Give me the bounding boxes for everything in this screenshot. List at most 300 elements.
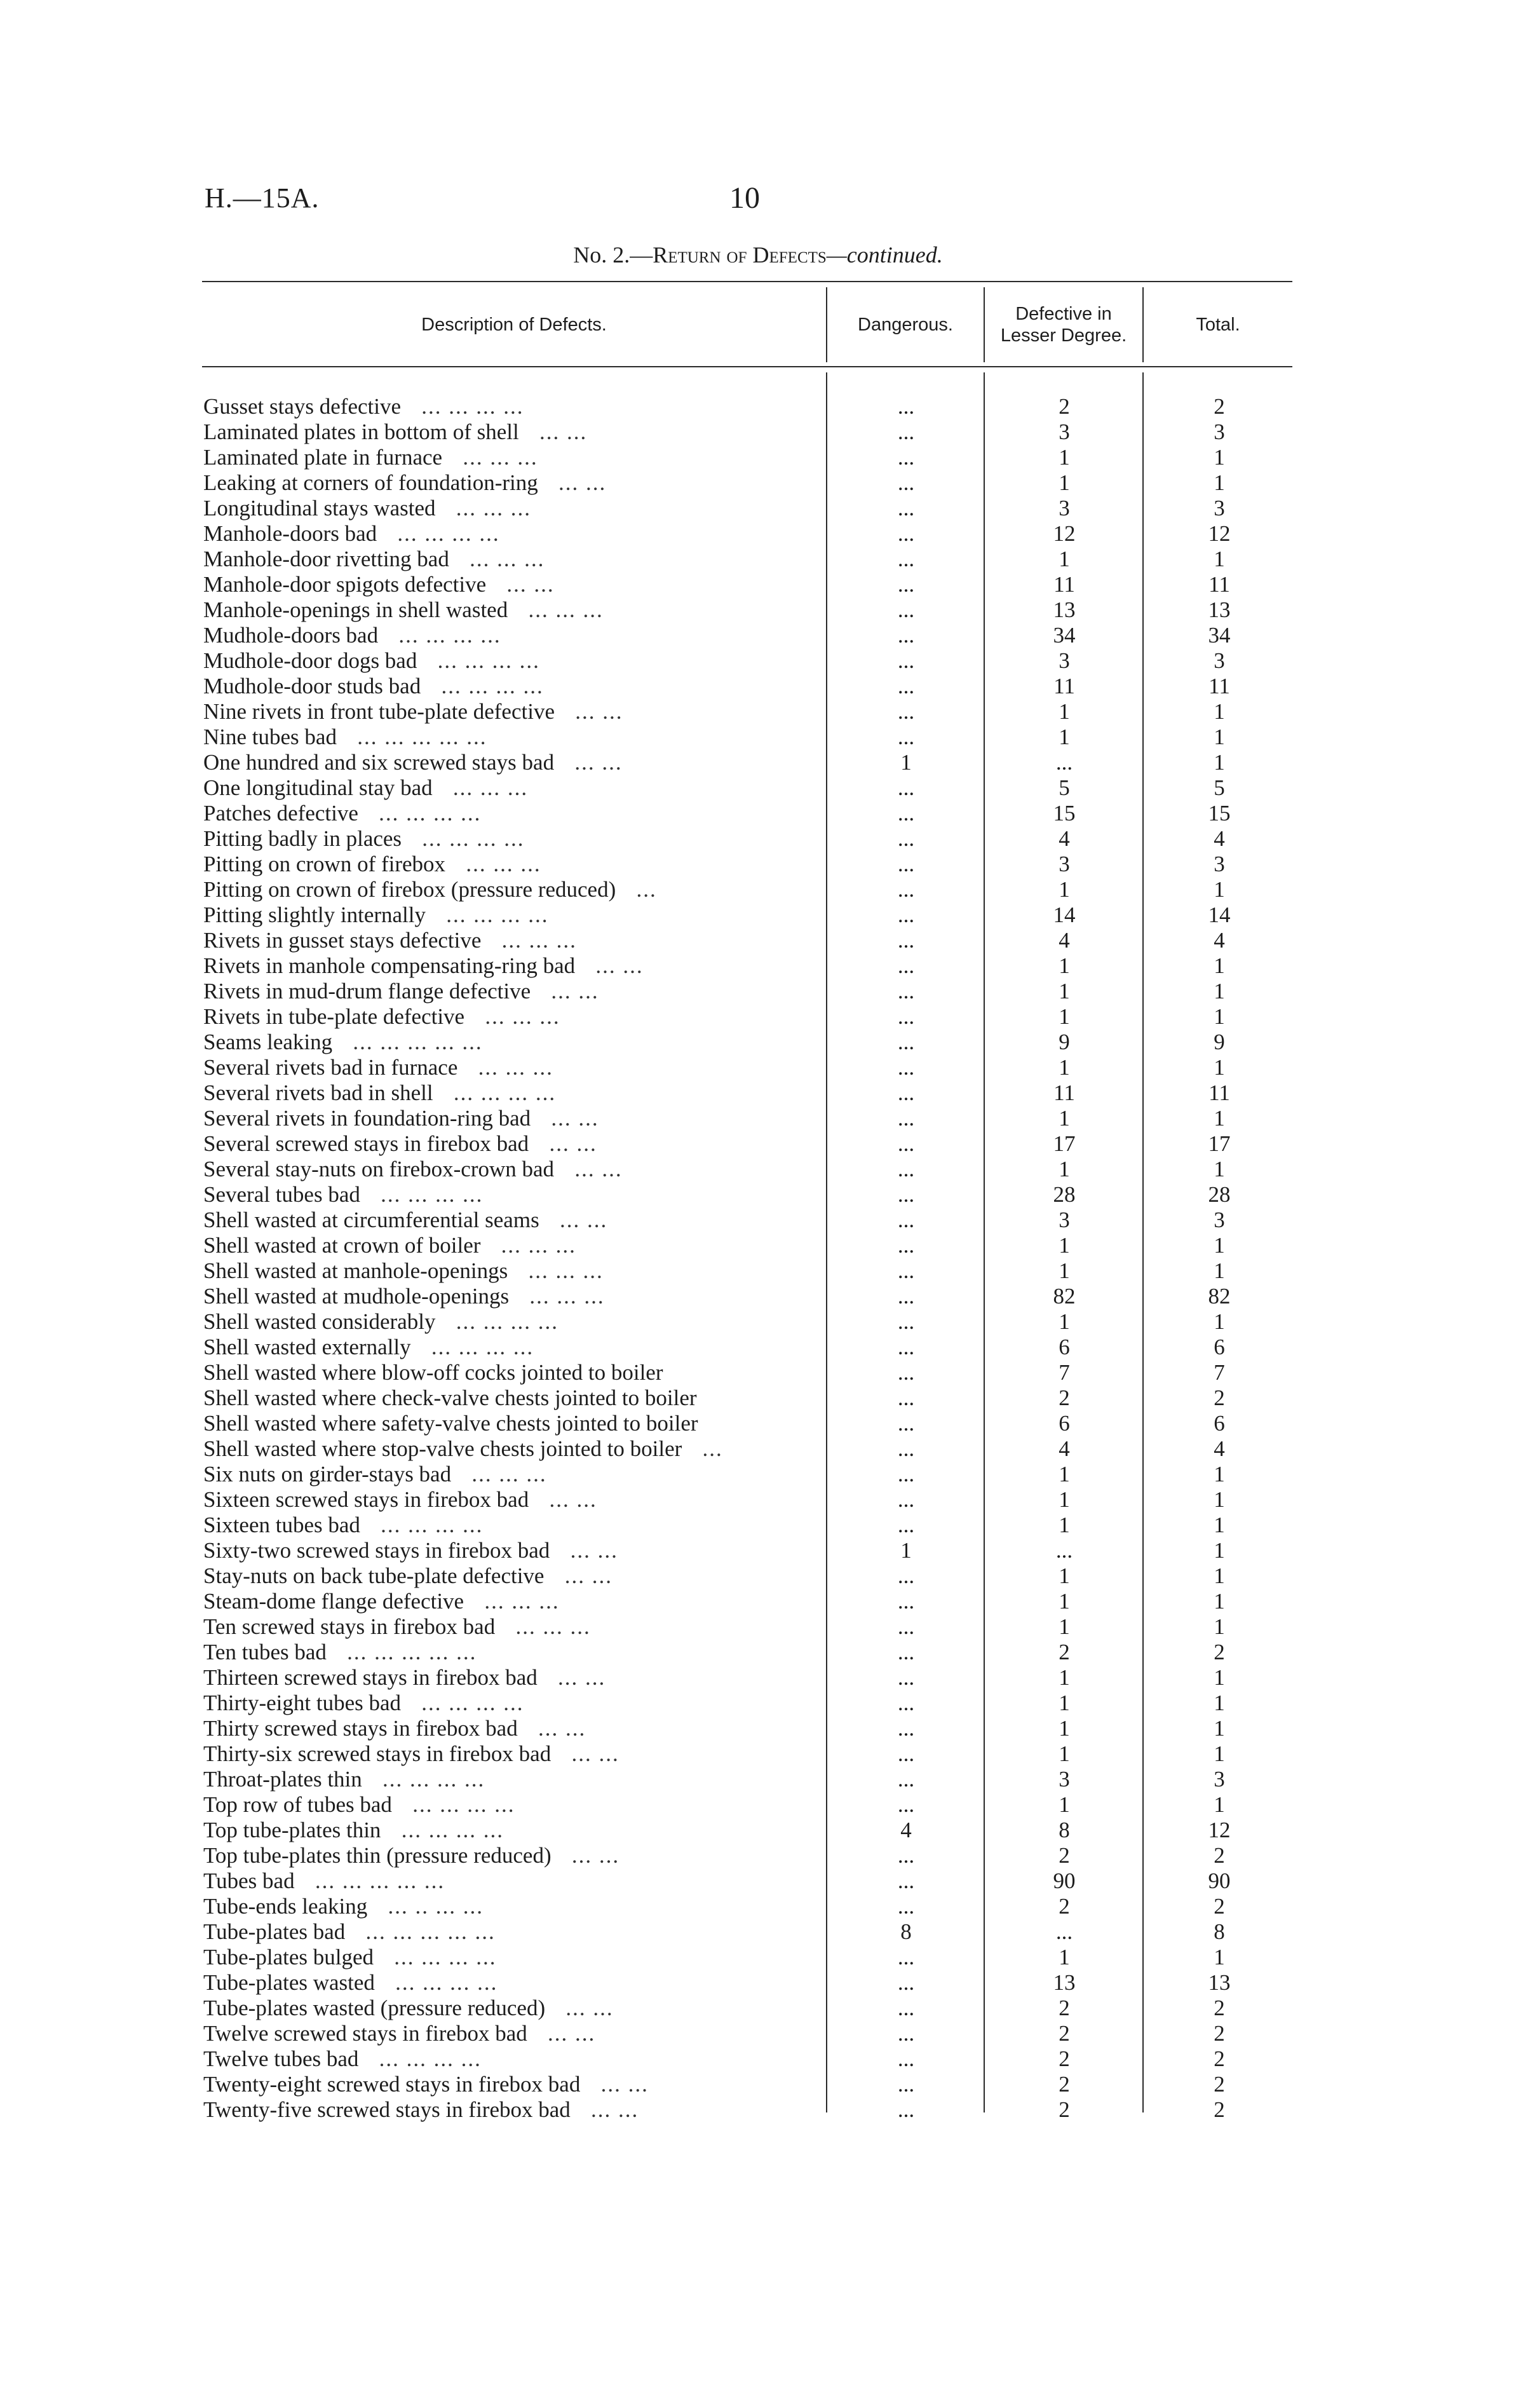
total-count: 1 xyxy=(1214,1004,1225,1029)
defect-description-text: Twenty-five screwed stays in firebox bad xyxy=(203,2097,571,2122)
dangerous-count: ... xyxy=(897,1004,915,1029)
table-row xyxy=(0,1614,1516,1640)
defect-description xyxy=(203,1792,820,1818)
defect-description-text: Throat-plates thin xyxy=(203,1767,362,1792)
defect-description xyxy=(203,1614,820,1640)
dangerous-count: ... xyxy=(897,775,915,800)
table-row xyxy=(0,1233,1516,1258)
total-count: 3 xyxy=(1214,648,1225,673)
leader-dots: ... ... xyxy=(544,1563,612,1588)
total-count: 1 xyxy=(1214,953,1225,978)
lesser-degree-count: 2 xyxy=(1059,2097,1070,2122)
lesser-degree-count: 1 xyxy=(1059,470,1070,495)
leader-dots: ... xyxy=(616,877,657,902)
table-row xyxy=(0,1335,1516,1360)
defect-description-text: Rivets in manhole compensating-ring bad xyxy=(203,953,576,978)
lesser-degree-count: 12 xyxy=(1053,521,1076,546)
lesser-degree-count: 2 xyxy=(1059,2046,1070,2071)
dangerous-count: ... xyxy=(897,2072,915,2097)
table-row xyxy=(0,1106,1516,1131)
leader-dots: ... ... ... xyxy=(435,496,532,520)
total-count: 1 xyxy=(1214,1538,1225,1563)
defect-description xyxy=(203,801,820,826)
table-row xyxy=(0,2021,1516,2046)
dangerous-count: ... xyxy=(897,1030,915,1054)
dangerous-count: ... xyxy=(897,826,915,851)
defect-description xyxy=(203,775,820,801)
table-row xyxy=(0,496,1516,521)
lesser-degree-count: 11 xyxy=(1053,1080,1075,1105)
defect-description-text: Top tube-plates thin xyxy=(203,1818,381,1842)
table-row xyxy=(0,1538,1516,1563)
leader-dots: ... ... xyxy=(527,2021,596,2046)
table-row xyxy=(0,801,1516,826)
leader-dots: ... ... ... ... xyxy=(377,521,500,546)
defect-description xyxy=(203,2021,820,2046)
total-count: 1 xyxy=(1214,1741,1225,1766)
dangerous-count: ... xyxy=(897,1487,915,1512)
defects-table-body xyxy=(0,394,1516,2123)
defect-description xyxy=(203,1563,820,1589)
dangerous-count: ... xyxy=(897,1385,915,1410)
defect-description xyxy=(203,1080,820,1106)
lesser-degree-count: 11 xyxy=(1053,572,1075,597)
table-row xyxy=(0,2046,1516,2072)
total-count: 1 xyxy=(1214,1716,1225,1741)
defect-description xyxy=(203,1741,820,1767)
defect-description xyxy=(203,979,820,1004)
dangerous-count: ... xyxy=(897,1335,915,1359)
lesser-degree-count: 1 xyxy=(1059,1665,1070,1690)
lesser-degree-count: 1 xyxy=(1059,1945,1070,1969)
dangerous-count: 4 xyxy=(900,1818,912,1842)
total-count: 2 xyxy=(1214,1385,1225,1410)
defect-description xyxy=(203,470,820,496)
dangerous-count: 1 xyxy=(900,750,912,775)
defect-description-text: Rivets in gusset stays defective xyxy=(203,928,482,953)
leader-dots: ... ... ... ... xyxy=(374,1945,497,1969)
leader-dots: ... ... ... ... xyxy=(358,2046,482,2071)
dangerous-count: ... xyxy=(897,1207,915,1232)
table-row xyxy=(0,1767,1516,1792)
table-row xyxy=(0,1589,1516,1614)
total-count: 1 xyxy=(1214,1309,1225,1334)
table-row xyxy=(0,1385,1516,1411)
total-count: 1 xyxy=(1214,1106,1225,1131)
leader-dots: ... ... xyxy=(529,1487,597,1512)
leader-dots: ... ... xyxy=(551,1741,619,1766)
defect-description-text: One longitudinal stay bad xyxy=(203,775,433,800)
defect-description xyxy=(203,1360,820,1385)
total-count: 3 xyxy=(1214,1767,1225,1792)
table-row xyxy=(0,1080,1516,1106)
table-row xyxy=(0,394,1516,419)
leader-dots: ... ... ... ... xyxy=(378,623,501,648)
dangerous-count: ... xyxy=(897,928,915,953)
total-count: 1 xyxy=(1214,1157,1225,1181)
dangerous-count: ... xyxy=(897,648,915,673)
total-count: 1 xyxy=(1214,877,1225,902)
table-row xyxy=(0,2097,1516,2123)
leader-dots: ... ... ... ... xyxy=(374,1970,498,1995)
defect-description xyxy=(203,419,820,445)
defect-description-text: Shell wasted at mudhole-openings xyxy=(203,1284,510,1309)
lesser-degree-count: 2 xyxy=(1059,1894,1070,1919)
defect-description xyxy=(203,1233,820,1258)
total-count: 17 xyxy=(1208,1131,1231,1156)
column-header-dangerous: Dangerous. xyxy=(858,315,953,335)
table-row xyxy=(0,623,1516,648)
total-count: 1 xyxy=(1214,1792,1225,1817)
dangerous-count: ... xyxy=(897,1462,915,1486)
lesser-degree-count: 8 xyxy=(1059,1818,1070,1842)
defect-description xyxy=(203,953,820,979)
dangerous-count: ... xyxy=(897,1284,915,1309)
dangerous-count: ... xyxy=(897,877,915,902)
leader-dots: ... ... ... ... ... xyxy=(294,1868,445,1893)
defect-description-text: Twelve tubes bad xyxy=(203,2046,359,2071)
total-count: 2 xyxy=(1214,394,1225,419)
defect-description xyxy=(203,1945,820,1970)
defect-description-text: Tube-plates bulged xyxy=(203,1945,374,1969)
defect-description xyxy=(203,1030,820,1055)
lesser-degree-count: 9 xyxy=(1059,1030,1070,1054)
dangerous-count: 1 xyxy=(900,1538,912,1563)
defect-description-text: Shell wasted where safety-valve chests jointed to boiler xyxy=(203,1411,698,1436)
leader-dots: ... ... ... ... ... xyxy=(345,1919,496,1944)
defect-description xyxy=(203,1411,820,1436)
total-count: 2 xyxy=(1214,2021,1225,2046)
table-row xyxy=(0,1563,1516,1589)
table-row xyxy=(0,470,1516,496)
defect-description-text: Thirteen screwed stays in firebox bad xyxy=(203,1665,538,1690)
defect-description xyxy=(203,1309,820,1335)
dangerous-count: ... xyxy=(897,1589,915,1614)
defect-description xyxy=(203,674,820,699)
dangerous-count: ... xyxy=(897,1640,915,1664)
leader-dots: ... .. ... ... xyxy=(367,1894,484,1919)
document-code: H.—15A. xyxy=(205,182,320,214)
leader-dots: ... ... ... ... xyxy=(401,1690,524,1715)
defect-description-text: Twenty-eight screwed stays in firebox bad xyxy=(203,2072,581,2097)
table-row xyxy=(0,1716,1516,1741)
lesser-degree-count: 2 xyxy=(1059,2072,1070,2097)
dangerous-count: ... xyxy=(897,2021,915,2046)
total-count: 13 xyxy=(1208,597,1231,622)
defect-description-text: Several tubes bad xyxy=(203,1182,360,1207)
leader-dots: ... ... ... ... xyxy=(421,674,544,698)
dangerous-count: ... xyxy=(897,1665,915,1690)
defect-description-text: Laminated plates in bottom of shell xyxy=(203,419,519,444)
lesser-degree-count: 1 xyxy=(1059,1462,1070,1486)
lesser-degree-count: 7 xyxy=(1059,1360,1070,1385)
table-row xyxy=(0,597,1516,623)
defect-description-text: Thirty-six screwed stays in firebox bad xyxy=(203,1741,552,1766)
lesser-degree-count: 4 xyxy=(1059,1436,1070,1461)
table-row xyxy=(0,979,1516,1004)
defect-description xyxy=(203,852,820,877)
defect-description xyxy=(203,1106,820,1131)
total-count: 1 xyxy=(1214,445,1225,470)
lesser-degree-count: 1 xyxy=(1059,1233,1070,1258)
header-bottom-rule xyxy=(202,366,1292,367)
defect-description-text: Several rivets in foundation-ring bad xyxy=(203,1106,531,1131)
lesser-degree-count: 1 xyxy=(1059,1563,1070,1588)
total-count: 28 xyxy=(1208,1182,1231,1207)
lesser-degree-count: 3 xyxy=(1059,419,1070,444)
leader-dots: ... ... ... ... xyxy=(417,648,540,673)
lesser-degree-count: 1 xyxy=(1059,724,1070,749)
defect-description xyxy=(203,1385,820,1411)
lesser-degree-count: ... xyxy=(1055,1919,1073,1944)
dangerous-count: ... xyxy=(897,953,915,978)
total-count: 4 xyxy=(1214,826,1225,851)
dangerous-count: ... xyxy=(897,496,915,520)
table-row xyxy=(0,1818,1516,1843)
table-row xyxy=(0,2072,1516,2097)
lesser-degree-count: 1 xyxy=(1059,1513,1070,1537)
table-row xyxy=(0,1055,1516,1080)
defect-description-text: Shell wasted considerably xyxy=(203,1309,436,1334)
defect-description xyxy=(203,750,820,775)
defect-description xyxy=(203,521,820,547)
total-count: 1 xyxy=(1214,1614,1225,1639)
leader-dots: ... ... ... ... ... xyxy=(336,724,487,749)
defect-description-text: Rivets in mud-drum flange defective xyxy=(203,979,531,1003)
defect-description-text: Twelve screwed stays in firebox bad xyxy=(203,2021,527,2046)
table-row xyxy=(0,699,1516,724)
column-header-lesser-degree: Defective in Lesser Degree. xyxy=(1000,304,1127,346)
lesser-degree-count: 2 xyxy=(1059,1640,1070,1664)
total-count: 9 xyxy=(1214,1030,1225,1054)
dangerous-count: ... xyxy=(897,801,915,826)
lesser-degree-count: 1 xyxy=(1059,1792,1070,1817)
table-row xyxy=(0,1741,1516,1767)
total-count: 1 xyxy=(1214,750,1225,775)
leader-dots: ... ... xyxy=(531,979,599,1003)
defect-description xyxy=(203,1640,820,1665)
defect-description-text: Manhole-openings in shell wasted xyxy=(203,597,508,622)
table-number: No. 2.— xyxy=(573,242,653,268)
defect-description-text: Manhole-door rivetting bad xyxy=(203,547,449,571)
dangerous-count: ... xyxy=(897,623,915,648)
table-name: Return of Defects xyxy=(653,242,827,268)
defect-description xyxy=(203,2046,820,2072)
defect-description xyxy=(203,699,820,724)
total-count: 11 xyxy=(1208,674,1230,698)
defect-description xyxy=(203,1767,820,1792)
lesser-degree-count: 1 xyxy=(1059,1309,1070,1334)
table-row xyxy=(0,1411,1516,1436)
total-count: 1 xyxy=(1214,1513,1225,1537)
table-row xyxy=(0,1284,1516,1309)
defect-description-text: Several stay-nuts on firebox-crown bad xyxy=(203,1157,555,1181)
defect-description-text: Top tube-plates thin (pressure reduced) xyxy=(203,1843,552,1868)
leader-dots: ... ... ... ... xyxy=(360,1513,484,1537)
table-row xyxy=(0,521,1516,547)
lesser-degree-count: 1 xyxy=(1059,1690,1070,1715)
defect-description xyxy=(203,1665,820,1690)
lesser-degree-count: 1 xyxy=(1059,1157,1070,1181)
lesser-degree-count: 1 xyxy=(1059,1487,1070,1512)
lesser-degree-count: 1 xyxy=(1059,877,1070,902)
dangerous-count: ... xyxy=(897,1868,915,1893)
dangerous-count: 8 xyxy=(900,1919,912,1944)
leader-dots: ... xyxy=(682,1436,723,1461)
lesser-degree-count: 2 xyxy=(1059,1996,1070,2020)
defect-description-text: Mudhole-door studs bad xyxy=(203,674,421,698)
lesser-degree-count: 2 xyxy=(1059,2021,1070,2046)
total-count: 90 xyxy=(1208,1868,1231,1893)
defect-description-text: Ten tubes bad xyxy=(203,1640,327,1664)
leader-dots: ... ... ... ... xyxy=(391,1792,515,1817)
total-count: 3 xyxy=(1214,496,1225,520)
leader-dots: ... ... ... ... xyxy=(402,826,525,851)
table-row xyxy=(0,902,1516,928)
total-count: 15 xyxy=(1208,801,1231,826)
defect-description xyxy=(203,928,820,953)
defect-description-text: Thirty-eight tubes bad xyxy=(203,1690,402,1715)
leader-dots: ... ... ... xyxy=(442,445,538,470)
leader-dots: ... ... ... xyxy=(508,1258,604,1283)
lesser-degree-count: 1 xyxy=(1059,547,1070,571)
table-row xyxy=(0,1462,1516,1487)
total-count: 1 xyxy=(1214,1665,1225,1690)
defect-description-text: Stay-nuts on back tube-plate defective xyxy=(203,1563,545,1588)
lesser-degree-count: 3 xyxy=(1059,1207,1070,1232)
leader-dots: ... ... xyxy=(551,1843,620,1868)
defect-description xyxy=(203,1182,820,1207)
defect-description-text: Ten screwed stays in firebox bad xyxy=(203,1614,496,1639)
total-count: 1 xyxy=(1214,699,1225,724)
dangerous-count: ... xyxy=(897,1080,915,1105)
total-count: 3 xyxy=(1214,419,1225,444)
defect-description-text: Tubes bad xyxy=(203,1868,295,1893)
defect-description xyxy=(203,1284,820,1309)
total-count: 82 xyxy=(1208,1284,1231,1309)
defect-description-text: Steam-dome flange defective xyxy=(203,1589,464,1614)
table-row xyxy=(0,1360,1516,1385)
defect-description xyxy=(203,1004,820,1030)
defect-description xyxy=(203,572,820,597)
defect-description xyxy=(203,648,820,674)
defect-description-text: Pitting slightly internally xyxy=(203,902,426,927)
defect-description-text: Manhole-door spigots defective xyxy=(203,572,487,597)
lesser-degree-count: ... xyxy=(1055,1538,1073,1563)
table-row xyxy=(0,775,1516,801)
table-row xyxy=(0,1258,1516,1284)
leader-dots: ... ... ... ... xyxy=(381,1818,504,1842)
defect-description xyxy=(203,1258,820,1284)
defect-description-text: Thirty screwed stays in firebox bad xyxy=(203,1716,518,1741)
defect-description-text: Several screwed stays in firebox bad xyxy=(203,1131,529,1156)
lesser-degree-count: 34 xyxy=(1053,623,1076,648)
leader-dots: ... ... ... xyxy=(464,1004,560,1029)
defect-description xyxy=(203,1818,820,1843)
total-count: 1 xyxy=(1214,1563,1225,1588)
total-count: 1 xyxy=(1214,1258,1225,1283)
dangerous-count: ... xyxy=(897,394,915,419)
lesser-degree-count: 3 xyxy=(1059,1767,1070,1792)
leader-dots: ... ... xyxy=(518,419,588,444)
leader-dots: ... ... xyxy=(554,1157,623,1181)
dangerous-count: ... xyxy=(897,699,915,724)
lesser-degree-count: 4 xyxy=(1059,928,1070,953)
table-row xyxy=(0,1894,1516,1919)
total-count: 1 xyxy=(1214,470,1225,495)
table-row xyxy=(0,1513,1516,1538)
table-row xyxy=(0,1207,1516,1233)
dangerous-count: ... xyxy=(897,572,915,597)
leader-dots: ... ... ... ... ... xyxy=(326,1640,477,1664)
dangerous-count: ... xyxy=(897,979,915,1003)
table-row xyxy=(0,419,1516,445)
defect-description xyxy=(203,1589,820,1614)
total-count: 2 xyxy=(1214,1640,1225,1664)
defect-description-text: Laminated plate in furnace xyxy=(203,445,443,470)
lesser-degree-count: 15 xyxy=(1053,801,1076,826)
defect-description-text: Pitting on crown of firebox xyxy=(203,852,446,876)
leader-dots: ... ... ... xyxy=(432,775,529,800)
defect-description xyxy=(203,1207,820,1233)
table-row xyxy=(0,547,1516,572)
table-row xyxy=(0,928,1516,953)
dangerous-count: ... xyxy=(897,1360,915,1385)
defect-description-text: Shell wasted at crown of boiler xyxy=(203,1233,481,1258)
dangerous-count: ... xyxy=(897,1055,915,1080)
lesser-degree-count: 1 xyxy=(1059,979,1070,1003)
table-row xyxy=(0,1436,1516,1462)
dangerous-count: ... xyxy=(897,1894,915,1919)
table-row xyxy=(0,1157,1516,1182)
total-count: 8 xyxy=(1214,1919,1225,1944)
leader-dots: ... ... ... ... xyxy=(410,1335,534,1359)
total-count: 4 xyxy=(1214,928,1225,953)
defect-description-text: Tube-plates wasted (pressure reduced) xyxy=(203,1996,546,2020)
defect-description xyxy=(203,826,820,852)
dangerous-count: ... xyxy=(897,724,915,749)
lesser-degree-count: 3 xyxy=(1059,496,1070,520)
dangerous-count: ... xyxy=(897,1182,915,1207)
leader-dots: ... ... ... ... xyxy=(358,801,482,826)
defect-description-text: Mudhole-doors bad xyxy=(203,623,379,648)
header-top-rule xyxy=(202,281,1292,282)
defect-description-text: Rivets in tube-plate defective xyxy=(203,1004,465,1029)
lesser-degree-count: 82 xyxy=(1053,1284,1076,1309)
table-row xyxy=(0,1690,1516,1716)
total-count: 1 xyxy=(1214,1233,1225,1258)
defect-description xyxy=(203,496,820,521)
table-row xyxy=(0,877,1516,902)
lesser-degree-count: 2 xyxy=(1059,1843,1070,1868)
leader-dots: ... ... ... xyxy=(449,547,545,571)
defect-description xyxy=(203,877,820,902)
defect-description-text: Shell wasted at manhole-openings xyxy=(203,1258,508,1283)
leader-dots: ... ... xyxy=(575,953,644,978)
defect-description-text: Six nuts on girder-stays bad xyxy=(203,1462,452,1486)
dangerous-count: ... xyxy=(897,521,915,546)
table-row xyxy=(0,1004,1516,1030)
leader-dots: ... ... xyxy=(531,1106,599,1131)
dangerous-count: ... xyxy=(897,1614,915,1639)
table-row xyxy=(0,1919,1516,1945)
defect-description-text: Sixteen screwed stays in firebox bad xyxy=(203,1487,529,1512)
lesser-degree-count: 28 xyxy=(1053,1182,1076,1207)
defect-description xyxy=(203,1868,820,1894)
defect-description-text: Several rivets bad in shell xyxy=(203,1080,433,1105)
dangerous-count: ... xyxy=(897,1690,915,1715)
defect-description xyxy=(203,1996,820,2021)
